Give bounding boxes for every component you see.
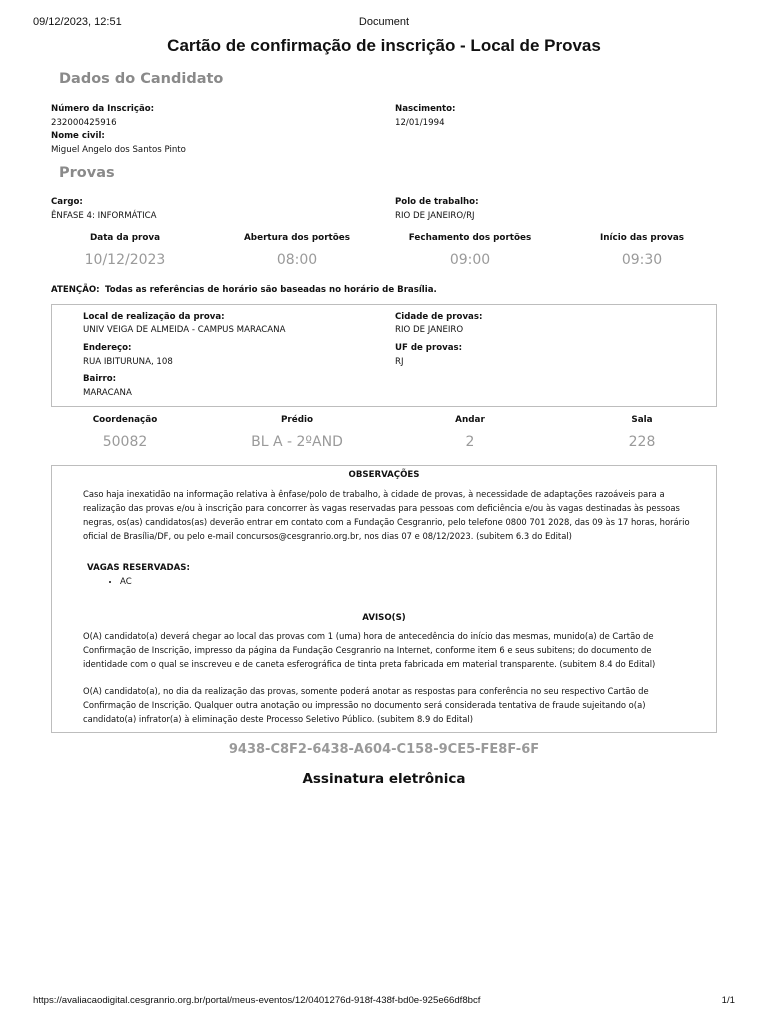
schedule-header-abertura: Abertura dos portões — [244, 233, 350, 243]
print-datetime: 09/12/2023, 12:51 — [33, 16, 122, 28]
inscricao-label: Número da Inscrição: — [51, 104, 155, 114]
sala-header-coordenacao: Coordenação — [92, 415, 158, 425]
signature-label: Assinatura eletrônica — [302, 771, 466, 787]
section-title-provas: Provas — [59, 165, 115, 181]
nascimento-label: Nascimento: — [395, 104, 456, 114]
print-url: https://avaliacaodigital.cesgranrio.org.br/portal/meus-eventos/12/0401276d-918f-438f-bd0e-925e66df8bcf — [33, 995, 481, 1006]
bairro-value: MARACANA — [83, 388, 132, 398]
vagas-label: VAGAS RESERVADAS: — [87, 563, 190, 573]
nome-value: Miguel Angelo dos Santos Pinto — [51, 145, 186, 155]
print-page-number: 1/1 — [721, 995, 735, 1006]
atencao-text: Todas as referências de horário são baseadas no horário de Brasília. — [105, 285, 437, 295]
polo-label: Polo de trabalho: — [395, 197, 479, 207]
signature-code: 9438-C8F2-6438-A604-C158-9CE5-FE8F-6F — [228, 742, 540, 757]
bairro-label: Bairro: — [83, 374, 117, 384]
vagas-item: • AC — [120, 577, 132, 587]
schedule-value-inicio: 09:30 — [621, 252, 663, 268]
sala-header-sala: Sala — [631, 415, 653, 425]
sala-value-sala: 228 — [628, 434, 656, 450]
observacoes-title: OBSERVAÇÕES — [348, 470, 420, 480]
uf-label: UF de provas: — [395, 343, 463, 353]
sala-header-predio: Prédio — [280, 415, 314, 425]
vagas-list — [86, 577, 132, 587]
print-doc-title: Document — [358, 16, 410, 28]
section-title-candidate: Dados do Candidato — [59, 71, 224, 87]
schedule-header-inicio: Início das provas — [599, 233, 684, 243]
local-label: Local de realização da prova: — [83, 312, 225, 322]
aviso-paragraph-1: O(A) candidato(a) deverá chegar ao local das provas com 1 (uma) hora de antecedência do início das mesmas, munido(a) de Cartão de Confirmação de Inscrição, impresso da página da Fundação Cesgranrio na Internet, conforme item 6 e seus subitens; do documento de identidade com o qual se inscreveu e de caneta esferográfica de tinta preta fabricada em material transparente. (subitem 8.4 do Edital) — [83, 631, 656, 669]
endereco-value: RUA IBITURUNA, 108 — [83, 357, 173, 367]
schedule-header-fechamento: Fechamento dos portões — [408, 233, 532, 243]
observacoes-text: Caso haja inexatidão na informação relativa à ênfase/polo de trabalho, à cidade de provas, à necessidade de adaptações razoáveis para a realização das provas e/ou à inscrição para concorrer às vagas reservadas para pessoas com deficiência e/ou às vagas destinadas às pessoas negras, os(as) candidatos(as) deverão entrar em contato com a Fundação Cesgranrio, pelo telefone 0800 701 2028, das 09 às 17 horas, horário oficial de Brasília/DF, ou pelo e-mail concursos@cesgranrio.org.br, nos dias 07 e 08/12/2023. (subitem 6.3 do Edital) — [83, 489, 690, 541]
local-value: UNIV VEIGA DE ALMEIDA - CAMPUS MARACANA — [83, 325, 286, 335]
endereco-label: Endereço: — [83, 343, 132, 353]
uf-value: RJ — [395, 357, 404, 367]
cidade-label: Cidade de provas: — [395, 312, 483, 322]
schedule-value-fechamento: 09:00 — [449, 252, 491, 268]
polo-value: RIO DE JANEIRO/RJ — [395, 211, 475, 221]
cargo-label: Cargo: — [51, 197, 83, 207]
cidade-value: RIO DE JANEIRO — [395, 325, 464, 335]
atencao-label: ATENÇÃO: — [51, 285, 100, 295]
sala-value-andar: 2 — [465, 434, 475, 450]
schedule-value-data: 10/12/2023 — [84, 252, 166, 268]
aviso-title: AVISO(S) — [362, 613, 406, 623]
cargo-value: ÊNFASE 4: INFORMÁTICA — [51, 211, 157, 221]
nascimento-value: 12/01/1994 — [395, 118, 445, 128]
schedule-header-data: Data da prova — [89, 233, 161, 243]
schedule-value-abertura: 08:00 — [276, 252, 318, 268]
sala-header-andar: Andar — [455, 415, 485, 425]
sala-value-coordenacao: 50082 — [102, 434, 148, 450]
sala-value-predio: BL A - 2ºAND — [251, 434, 343, 450]
page-title: Cartão de confirmação de inscrição - Local de Provas — [167, 36, 601, 55]
inscricao-value: 232000425916 — [51, 118, 117, 128]
nome-label: Nome civil: — [51, 131, 105, 141]
aviso-paragraph-2: O(A) candidato(a), no dia da realização das provas, somente poderá anotar as respostas para conferência no seu respectivo Cartão de Confirmação de Inscrição. Qualquer outra anotação ou impressão no documento será considerada tentativa de fraude sujeitando o(a) candidato(a) infrator(a) à eliminação deste Processo Seletivo Público. (subitem 8.9 do Edital) — [83, 686, 649, 724]
